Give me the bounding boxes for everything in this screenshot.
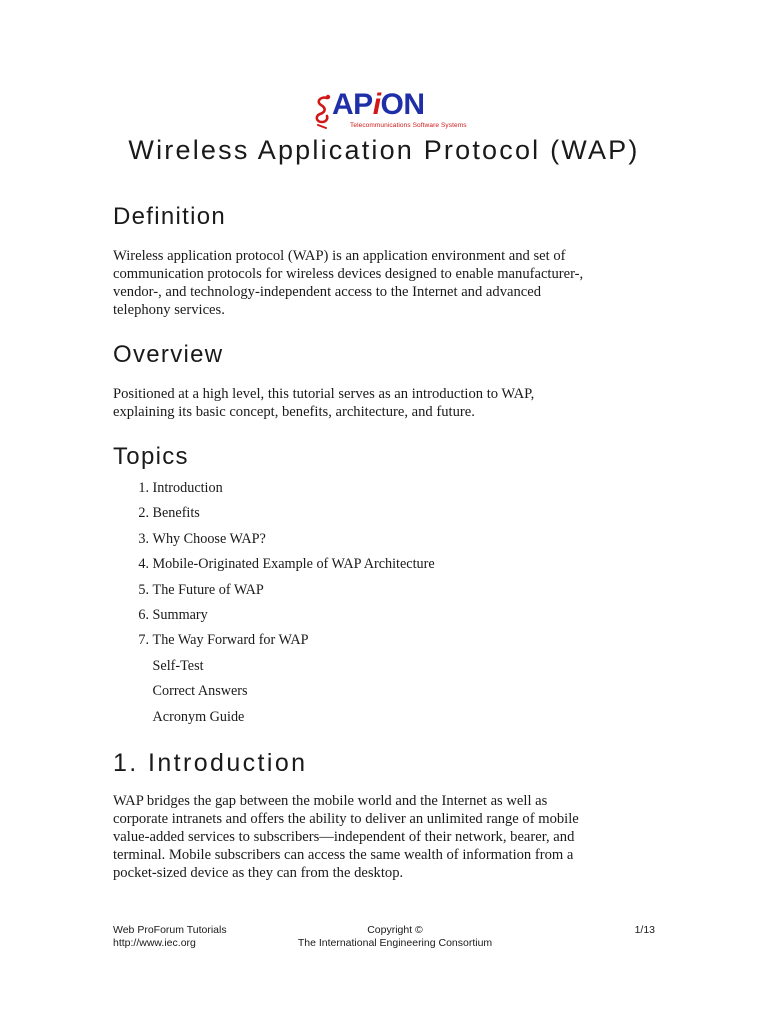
footer-copyright: Copyright © The International Engineering Consortium (297, 924, 493, 949)
list-item[interactable]: 6. Summary (138, 606, 208, 623)
list-item[interactable]: Self-Test (152, 657, 204, 674)
introduction-paragraph: WAP bridges the gap between the mobile world and the Internet as well as corporate intranets and offers the ability to deliver an unlimited range of mobile value-added services to subscribers—independent of their network, bearer, and terminal. Mobile subscribers can access the same wealth of information from a pocket-sized device as they can from the desktop. (113, 793, 579, 881)
list-item[interactable]: 5. The Future of WAP (138, 581, 264, 598)
list-item[interactable]: 2. Benefits (138, 505, 200, 522)
page-number: 1/13 (634, 924, 655, 936)
list-item[interactable]: 4. Mobile-Originated Example of WAP Architecture (138, 556, 435, 573)
heading-introduction: 1. Introduction (113, 749, 308, 777)
list-item[interactable]: 3. Why Choose WAP? (138, 530, 266, 547)
topics-list (113, 478, 435, 732)
logo-wordmark: APiON (332, 88, 425, 121)
list-item[interactable]: 7. The Way Forward for WAP (138, 632, 309, 649)
list-item[interactable]: Correct Answers (152, 683, 248, 700)
heading-overview: Overview (113, 341, 224, 368)
footer-source: Web ProForum Tutorials http://www.iec.org (113, 924, 227, 949)
overview-paragraph: Positioned at a high level, this tutorial serves as an introduction to WAP, explaining its basic concept, benefits, architecture, and future. (113, 386, 535, 420)
footer-link[interactable]: http://www.iec.org (113, 937, 196, 949)
list-item[interactable]: Acronym Guide (152, 708, 245, 725)
apion-logo (312, 88, 467, 132)
definition-paragraph: Wireless application protocol (WAP) is an application environment and set of communication protocols for wireless devices designed to enable manufacturer-, vendor-, and technology-independent access to the Internet and advanced telephony services. (113, 248, 584, 318)
document-title: Wireless Application Protocol (WAP) (128, 135, 640, 165)
heading-definition: Definition (113, 203, 227, 230)
heading-topics: Topics (113, 443, 189, 470)
list-item[interactable]: 1. Introduction (138, 480, 223, 496)
logo-tagline: Telecommunications Software Systems (350, 122, 467, 129)
